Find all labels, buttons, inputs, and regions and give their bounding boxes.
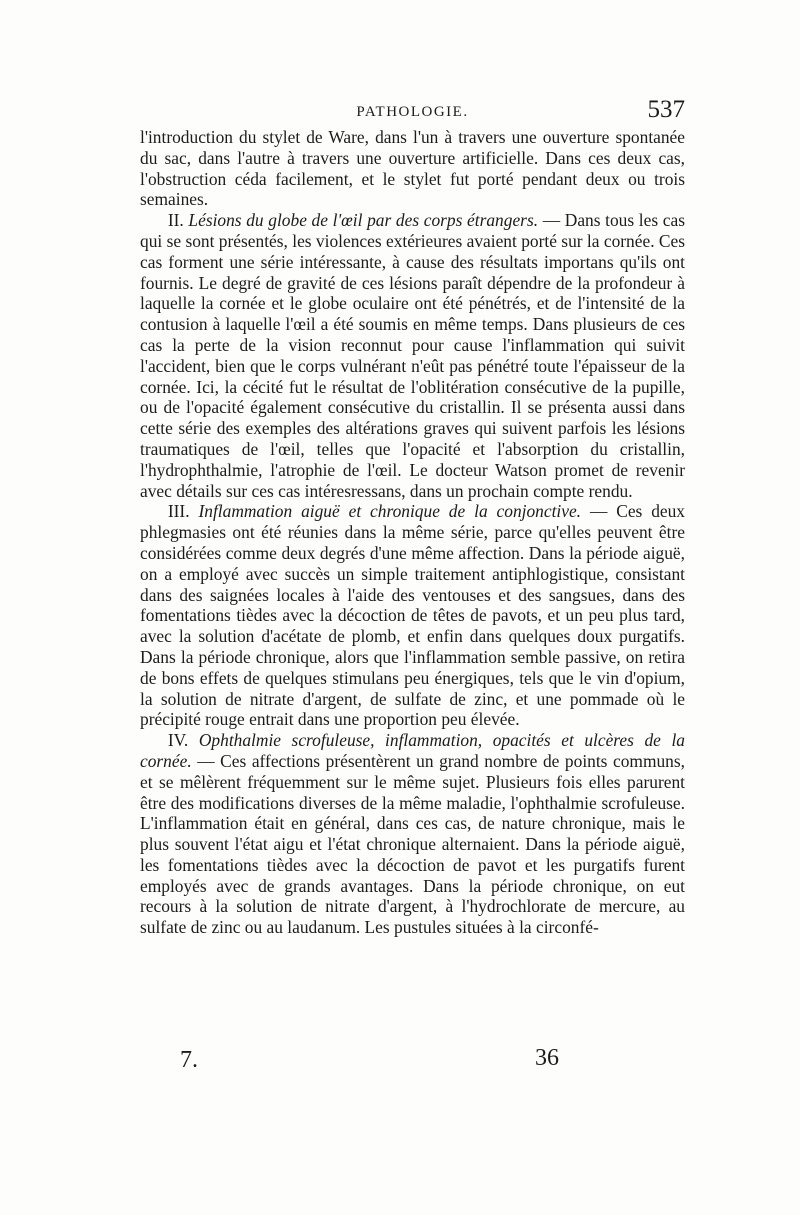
- paragraph-text: — Ces affections présentèrent un grand nombre de points communs, et se mêlèrent fréquemment sur le même sujet. Plusieurs fois elles parurent être des modifications diverses de la même maladie, l'ophthalmie scrofuleuse. L'inflammation était en général, dans ces cas, de nature chronique, mais le plus souvent l'état aigu et l'état chronique alternaient. Dans la période aiguë, les fomentations tièdes avec la décoction de pavot et les purgatifs furent employés avec de grands avantages. Dans la période chronique, on eut recours à la solution de nitrate d'argent, à l'hydrochlorate de mercure, au sulfate de zinc ou au laudanum. Les pustules situées à la circonfé-: [140, 750, 685, 938]
- paragraph-text: — Dans tous les cas qui se sont présentés, les violences extérieures avaient porté sur la cornée. Ces cas forment une série intéressante, à cause des résultats importans qu'ils ont fournis. Le degré de gravité de ces lésions paraît dépendre de la profondeur à laquelle la cornée et le globe oculaire ont été pénétrés, et de l'intensité de la contusion à laquelle l'œil a été soumis en même temps. Dans plusieurs de ces cas la perte de la vision reconnut pour cause l'inflammation qui suivit l'accident, bien que le corps vulnérant n'eût pas pénétré toute l'épaisseur de la cornée. Ici, la cécité fut le résultat de l'oblitération consécutive de la pupille, ou de l'opacité également consécutive du cristallin. Il se présenta aussi dans cette série des exemples des altérations graves qui suivent parfois les lésions traumatiques de l'œil, telles que l'opacité et l'absorption du cristallin, l'hydrophthalmie, l'atrophie de l'œil. Le docteur Watson promet de revenir avec détails sur ces cas intéresressans, dans un prochain compte rendu.: [140, 210, 685, 501]
- page-header: [140, 96, 685, 126]
- section-number: II.: [167, 210, 184, 231]
- sheet-number: 36: [535, 1045, 559, 1071]
- paragraph-section-iii: [140, 501, 685, 730]
- page-number: 537: [647, 96, 685, 123]
- page-footer: [140, 1045, 685, 1079]
- body-text: [140, 127, 685, 938]
- paragraph-continuation: [140, 127, 685, 210]
- paragraph-section-iv: [140, 730, 685, 938]
- paragraph-section-ii: [140, 210, 685, 501]
- section-title: Ophthalmie scrofuleuse, inflammation, opacités et ulcères de la cornée.: [140, 730, 685, 771]
- section-title: Inflammation aiguë et chronique de la conjonctive.: [198, 501, 582, 522]
- section-number: III.: [167, 501, 190, 522]
- paragraph-text: l'introduction du stylet de Ware, dans l'un à travers une ouverture spontanée du sac, dans l'autre à travers une ouverture artificielle. Dans ces deux cas, l'obstruction céda facilement, et le stylet fut porté pendant deux ou trois semaines.: [140, 127, 685, 210]
- section-title: Lésions du globe de l'œil par des corps étrangers.: [188, 210, 539, 231]
- signature-mark: 7.: [180, 1047, 198, 1073]
- running-head: PATHOLOGIE.: [356, 104, 469, 120]
- section-number: IV.: [167, 730, 189, 751]
- paragraph-text: — Ces deux phlegmasies ont été réunies dans la même série, parce qu'elles peuvent être considérées comme deux degrés d'une même affection. Dans la période aiguë, on a employé avec succès un simple traitement antiphlogistique, consistant dans des saignées locales à l'aide des ventouses et des sangsues, dans des fomentations tièdes avec la décoction de têtes de pavots, et un peu plus tard, avec la solution d'acétate de plomb, et enfin dans quelques doux purgatifs. Dans la période chronique, alors que l'inflammation semble passive, on retira de bons effets de quelques stimulans peu énergiques, tels que le vin d'opium, la solution de nitrate d'argent, de sulfate de zinc, et une pommade où le précipité rouge entrait dans une proportion peu élevée.: [140, 501, 686, 730]
